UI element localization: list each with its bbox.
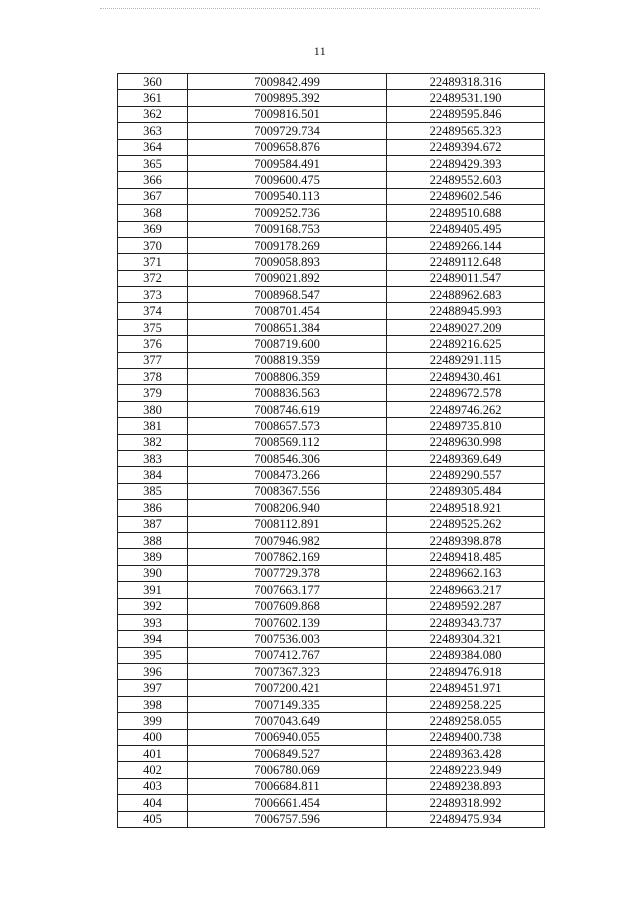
y-coordinate-cell: 22489746.262	[387, 401, 545, 417]
y-coordinate-cell: 22489630.998	[387, 434, 545, 450]
x-coordinate-cell: 7008746.619	[188, 401, 387, 417]
point-number-cell: 367	[118, 188, 188, 204]
x-coordinate-cell: 7007200.421	[188, 680, 387, 696]
x-coordinate-cell: 7007609.868	[188, 598, 387, 614]
point-number-cell: 389	[118, 549, 188, 565]
x-coordinate-cell: 7007536.003	[188, 631, 387, 647]
point-number-cell: 405	[118, 811, 188, 827]
table-row	[118, 483, 545, 499]
table-row	[118, 221, 545, 237]
y-coordinate-cell: 22489369.649	[387, 450, 545, 466]
y-coordinate-cell: 22489343.737	[387, 614, 545, 630]
x-coordinate-cell: 7006780.069	[188, 762, 387, 778]
table-row	[118, 434, 545, 450]
y-coordinate-cell: 22489400.738	[387, 729, 545, 745]
table-row	[118, 762, 545, 778]
table-row	[118, 582, 545, 598]
point-number-cell: 388	[118, 532, 188, 548]
table-row	[118, 467, 545, 483]
x-coordinate-cell: 7008206.940	[188, 500, 387, 516]
x-coordinate-cell: 7009058.893	[188, 254, 387, 270]
x-coordinate-cell: 7009178.269	[188, 237, 387, 253]
table-row	[118, 270, 545, 286]
point-number-cell: 370	[118, 237, 188, 253]
point-number-cell: 368	[118, 205, 188, 221]
table-row	[118, 205, 545, 221]
x-coordinate-cell: 7008657.573	[188, 418, 387, 434]
table-row	[118, 106, 545, 122]
point-number-cell: 386	[118, 500, 188, 516]
table-row	[118, 74, 545, 90]
x-coordinate-cell: 7007663.177	[188, 582, 387, 598]
point-number-cell: 390	[118, 565, 188, 581]
x-coordinate-cell: 7008473.266	[188, 467, 387, 483]
y-coordinate-cell: 22489592.287	[387, 598, 545, 614]
point-number-cell: 384	[118, 467, 188, 483]
table-row	[118, 696, 545, 712]
point-number-cell: 385	[118, 483, 188, 499]
x-coordinate-cell: 7007602.139	[188, 614, 387, 630]
y-coordinate-cell: 22489258.225	[387, 696, 545, 712]
x-coordinate-cell: 7007946.982	[188, 532, 387, 548]
point-number-cell: 374	[118, 303, 188, 319]
table-row	[118, 319, 545, 335]
y-coordinate-cell: 22489223.949	[387, 762, 545, 778]
table-row	[118, 746, 545, 762]
x-coordinate-cell: 7006849.527	[188, 746, 387, 762]
table-row	[118, 90, 545, 106]
y-coordinate-cell: 22489429.393	[387, 155, 545, 171]
y-coordinate-cell: 22489291.115	[387, 352, 545, 368]
y-coordinate-cell: 22489384.080	[387, 647, 545, 663]
table-row	[118, 336, 545, 352]
y-coordinate-cell: 22489525.262	[387, 516, 545, 532]
x-coordinate-cell: 7009168.753	[188, 221, 387, 237]
point-number-cell: 372	[118, 270, 188, 286]
y-coordinate-cell: 22489398.878	[387, 532, 545, 548]
point-number-cell: 392	[118, 598, 188, 614]
x-coordinate-cell: 7006757.596	[188, 811, 387, 827]
y-coordinate-cell: 22489305.484	[387, 483, 545, 499]
table-row	[118, 647, 545, 663]
table-row	[118, 352, 545, 368]
point-number-cell: 360	[118, 74, 188, 90]
point-number-cell: 401	[118, 746, 188, 762]
x-coordinate-cell: 7007729.378	[188, 565, 387, 581]
x-coordinate-cell: 7009658.876	[188, 139, 387, 155]
x-coordinate-cell: 7007043.649	[188, 713, 387, 729]
table-row	[118, 516, 545, 532]
point-number-cell: 363	[118, 123, 188, 139]
table-row	[118, 287, 545, 303]
point-number-cell: 398	[118, 696, 188, 712]
table-row	[118, 155, 545, 171]
y-coordinate-cell: 22489318.992	[387, 795, 545, 811]
table-row	[118, 795, 545, 811]
y-coordinate-cell: 22489405.495	[387, 221, 545, 237]
y-coordinate-cell: 22489418.485	[387, 549, 545, 565]
table-row	[118, 172, 545, 188]
x-coordinate-cell: 7008569.112	[188, 434, 387, 450]
point-number-cell: 369	[118, 221, 188, 237]
x-coordinate-cell: 7008546.306	[188, 450, 387, 466]
point-number-cell: 380	[118, 401, 188, 417]
x-coordinate-cell: 7008112.891	[188, 516, 387, 532]
x-coordinate-cell: 7009895.392	[188, 90, 387, 106]
y-coordinate-cell: 22489430.461	[387, 369, 545, 385]
x-coordinate-cell: 7007412.767	[188, 647, 387, 663]
y-coordinate-cell: 22489451.971	[387, 680, 545, 696]
x-coordinate-cell: 7007862.169	[188, 549, 387, 565]
y-coordinate-cell: 22489216.625	[387, 336, 545, 352]
table-row	[118, 549, 545, 565]
x-coordinate-cell: 7008719.600	[188, 336, 387, 352]
table-row	[118, 369, 545, 385]
table-row	[118, 188, 545, 204]
y-coordinate-cell: 22489510.688	[387, 205, 545, 221]
x-coordinate-cell: 7009252.736	[188, 205, 387, 221]
y-coordinate-cell: 22489318.316	[387, 74, 545, 90]
x-coordinate-cell: 7006661.454	[188, 795, 387, 811]
page-number: 11	[313, 44, 327, 58]
y-coordinate-cell: 22489662.163	[387, 565, 545, 581]
y-coordinate-cell: 22489595.846	[387, 106, 545, 122]
point-number-cell: 399	[118, 713, 188, 729]
y-coordinate-cell: 22489518.921	[387, 500, 545, 516]
point-number-cell: 361	[118, 90, 188, 106]
table-row	[118, 811, 545, 827]
scan-artifact-line	[100, 8, 540, 11]
point-number-cell: 387	[118, 516, 188, 532]
x-coordinate-cell: 7009540.113	[188, 188, 387, 204]
table-row	[118, 500, 545, 516]
y-coordinate-cell: 22489663.217	[387, 582, 545, 598]
point-number-cell: 402	[118, 762, 188, 778]
x-coordinate-cell: 7009816.501	[188, 106, 387, 122]
x-coordinate-cell: 7008836.563	[188, 385, 387, 401]
table-row	[118, 614, 545, 630]
point-number-cell: 395	[118, 647, 188, 663]
point-number-cell: 362	[118, 106, 188, 122]
y-coordinate-cell: 22489011.547	[387, 270, 545, 286]
point-number-cell: 404	[118, 795, 188, 811]
y-coordinate-cell: 22489112.648	[387, 254, 545, 270]
coordinates-table	[117, 73, 545, 828]
x-coordinate-cell: 7008651.384	[188, 319, 387, 335]
table-row	[118, 598, 545, 614]
table-row	[118, 680, 545, 696]
x-coordinate-cell: 7009729.734	[188, 123, 387, 139]
table-row	[118, 450, 545, 466]
y-coordinate-cell: 22489290.557	[387, 467, 545, 483]
point-number-cell: 391	[118, 582, 188, 598]
table-row	[118, 385, 545, 401]
x-coordinate-cell: 7009021.892	[188, 270, 387, 286]
point-number-cell: 378	[118, 369, 188, 385]
y-coordinate-cell: 22489735.810	[387, 418, 545, 434]
y-coordinate-cell: 22488962.683	[387, 287, 545, 303]
point-number-cell: 377	[118, 352, 188, 368]
y-coordinate-cell: 22489672.578	[387, 385, 545, 401]
table-row	[118, 664, 545, 680]
x-coordinate-cell: 7008701.454	[188, 303, 387, 319]
x-coordinate-cell: 7006684.811	[188, 778, 387, 794]
x-coordinate-cell: 7007149.335	[188, 696, 387, 712]
y-coordinate-cell: 22489475.934	[387, 811, 545, 827]
y-coordinate-cell: 22489565.323	[387, 123, 545, 139]
y-coordinate-cell: 22488945.993	[387, 303, 545, 319]
point-number-cell: 379	[118, 385, 188, 401]
point-number-cell: 383	[118, 450, 188, 466]
point-number-cell: 364	[118, 139, 188, 155]
x-coordinate-cell: 7009600.475	[188, 172, 387, 188]
table-row	[118, 631, 545, 647]
point-number-cell: 365	[118, 155, 188, 171]
table-row	[118, 532, 545, 548]
point-number-cell: 393	[118, 614, 188, 630]
y-coordinate-cell: 22489602.546	[387, 188, 545, 204]
y-coordinate-cell: 22489304.321	[387, 631, 545, 647]
point-number-cell: 396	[118, 664, 188, 680]
table-row	[118, 139, 545, 155]
point-number-cell: 397	[118, 680, 188, 696]
y-coordinate-cell: 22489531.190	[387, 90, 545, 106]
y-coordinate-cell: 22489238.893	[387, 778, 545, 794]
x-coordinate-cell: 7008806.359	[188, 369, 387, 385]
x-coordinate-cell: 7009584.491	[188, 155, 387, 171]
point-number-cell: 382	[118, 434, 188, 450]
coordinates-table-body	[118, 74, 545, 828]
y-coordinate-cell: 22489476.918	[387, 664, 545, 680]
x-coordinate-cell: 7007367.323	[188, 664, 387, 680]
table-row	[118, 729, 545, 745]
point-number-cell: 381	[118, 418, 188, 434]
point-number-cell: 394	[118, 631, 188, 647]
point-number-cell: 371	[118, 254, 188, 270]
y-coordinate-cell: 22489266.144	[387, 237, 545, 253]
table-row	[118, 565, 545, 581]
table-row	[118, 254, 545, 270]
point-number-cell: 376	[118, 336, 188, 352]
point-number-cell: 400	[118, 729, 188, 745]
x-coordinate-cell: 7006940.055	[188, 729, 387, 745]
x-coordinate-cell: 7008819.359	[188, 352, 387, 368]
y-coordinate-cell: 22489394.672	[387, 139, 545, 155]
table-row	[118, 401, 545, 417]
y-coordinate-cell: 22489258.055	[387, 713, 545, 729]
point-number-cell: 373	[118, 287, 188, 303]
y-coordinate-cell: 22489552.603	[387, 172, 545, 188]
point-number-cell: 403	[118, 778, 188, 794]
y-coordinate-cell: 22489027.209	[387, 319, 545, 335]
x-coordinate-cell: 7008968.547	[188, 287, 387, 303]
table-row	[118, 237, 545, 253]
table-row	[118, 303, 545, 319]
table-row	[118, 713, 545, 729]
x-coordinate-cell: 7009842.499	[188, 74, 387, 90]
point-number-cell: 375	[118, 319, 188, 335]
table-row	[118, 418, 545, 434]
table-row	[118, 778, 545, 794]
y-coordinate-cell: 22489363.428	[387, 746, 545, 762]
x-coordinate-cell: 7008367.556	[188, 483, 387, 499]
point-number-cell: 366	[118, 172, 188, 188]
table-row	[118, 123, 545, 139]
